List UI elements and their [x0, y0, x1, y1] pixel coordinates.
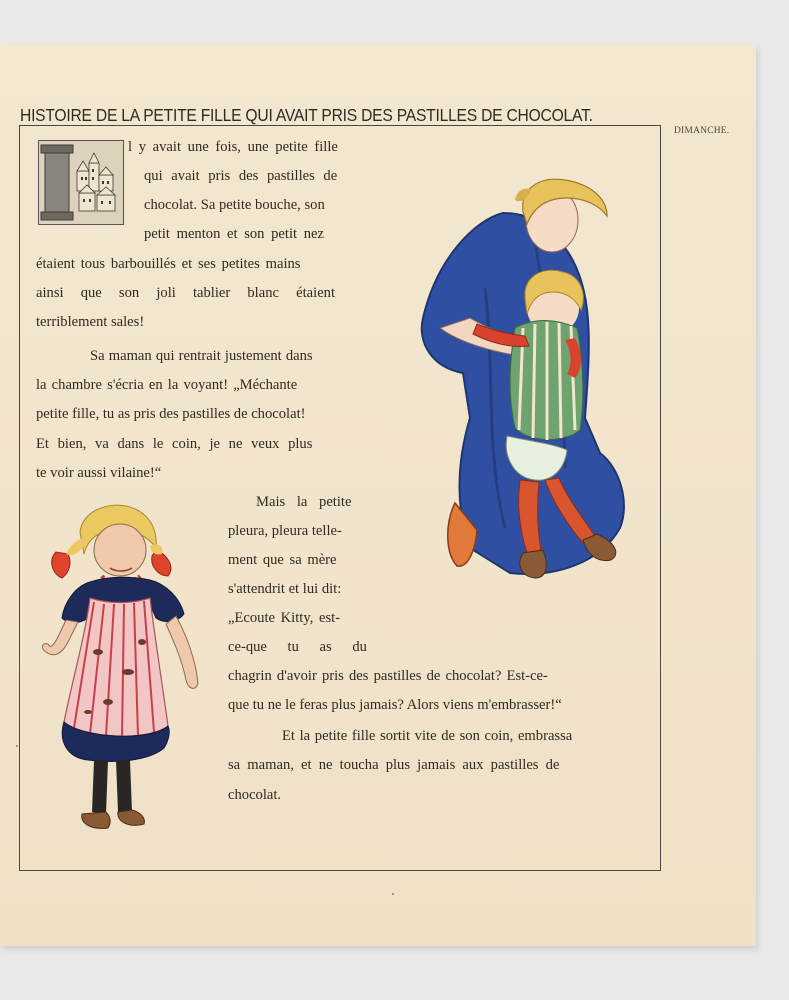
text-line: Et la petite fille sortit vite de son coin, embrassa — [282, 728, 573, 744]
text-line: s'attendrit et lui dit: — [228, 581, 342, 597]
text-line: que tu ne le feras plus jamais? Alors viens m'embrasser!“ — [228, 697, 562, 713]
text-line: la chambre s'écria en la voyant! „Méchante — [36, 377, 298, 393]
text-line: chocolat. — [228, 787, 282, 803]
text-line: étaient tous barbouillés et ses petites mains — [36, 256, 301, 272]
paper-speck — [392, 893, 394, 895]
text-line: l y avait une fois, une petite fille — [128, 139, 338, 155]
text-line: Et bien, va dans le coin, je ne veux plus — [36, 436, 313, 452]
text-line: Mais la petite — [256, 494, 352, 510]
page-title: HISTOIRE DE LA PETITE FILLE QUI AVAIT PRIS DES PASTILLES DE CHOCOLAT. — [20, 105, 593, 125]
crying-girl-illustration — [38, 502, 213, 847]
text-line: pleura, pleura telle- — [228, 523, 342, 539]
text-line: te voir aussi vilaine!“ — [36, 465, 162, 481]
text-line: petit menton et son petit nez — [144, 226, 324, 242]
dropcap-initial — [38, 140, 124, 225]
mother-hugging-child-illustration — [415, 168, 640, 603]
text-line: „Ecoute Kitty, est- — [228, 610, 341, 626]
text-line: ainsi que son joli tablier blanc étaient — [36, 285, 336, 301]
text-line: qui avait pris des pastilles de — [144, 168, 338, 184]
text-line: ment que sa mère — [228, 552, 337, 568]
text-line: petite fille, tu as pris des pastilles de chocolat! — [36, 406, 306, 422]
text-line: chagrin d'avoir pris des pastilles de chocolat? Est-ce- — [228, 668, 548, 684]
text-line: chocolat. Sa petite bouche, son — [144, 197, 325, 213]
text-line: terriblement sales! — [36, 314, 145, 330]
town-vignette-icon — [39, 141, 123, 224]
day-label: DIMANCHE. — [674, 126, 730, 136]
text-line: Sa maman qui rentrait justement dans — [90, 348, 313, 364]
paper-speck — [16, 745, 18, 747]
text-line: ce-que tu as du — [228, 639, 367, 655]
text-line: sa maman, et ne toucha plus jamais aux pastilles de — [228, 757, 560, 773]
